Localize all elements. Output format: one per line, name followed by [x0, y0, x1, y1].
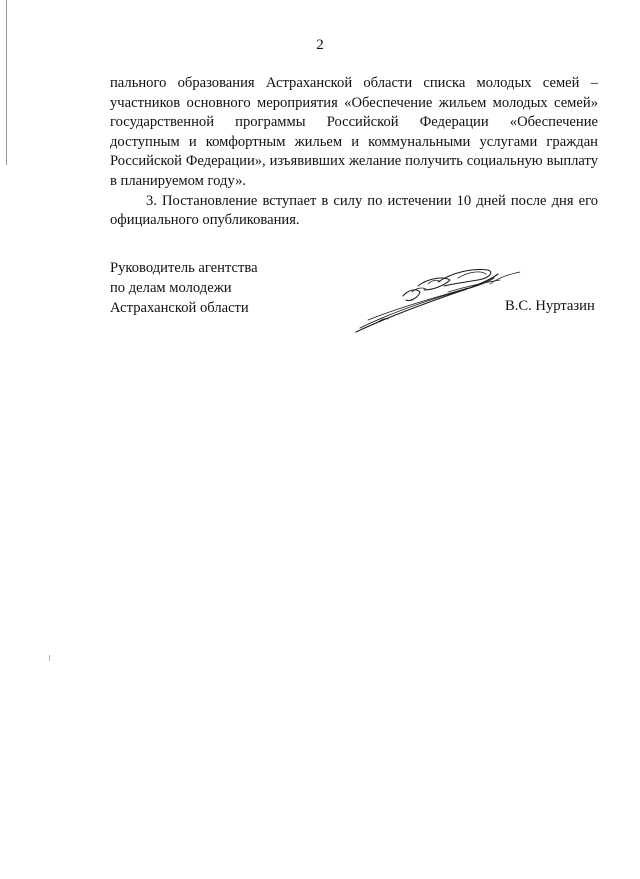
scan-artifact: [49, 655, 50, 661]
paragraph-continuation: пального образования Астраханской области списка молодых семей – участников основного мероприятия «Обеспечение жильем молодых семей» государственной программы Российской Федерации «Обеспечение доступным и комфортным жильем и коммунальными услугами граждан Российской Федерации», изъявивших желание получить социальную выплату в планируемом году».: [110, 75, 598, 189]
signatory-name: В.С. Нуртазин: [505, 298, 595, 314]
signatory-title-line-2: по делам молодежи: [110, 280, 232, 296]
signatory-title-line-1: Руководитель агентства: [110, 260, 258, 276]
scan-edge-line: [6, 0, 7, 165]
page-number: 2: [316, 37, 324, 53]
signatory-title: [110, 258, 258, 318]
paragraph-clause-3: 3. Постановление вступает в силу по истечении 10 дней после дня его официального опубликования.: [110, 192, 598, 229]
document-body: [110, 74, 598, 231]
handwritten-signature: [348, 262, 528, 338]
signatory-title-line-3: Астраханской области: [110, 300, 249, 316]
